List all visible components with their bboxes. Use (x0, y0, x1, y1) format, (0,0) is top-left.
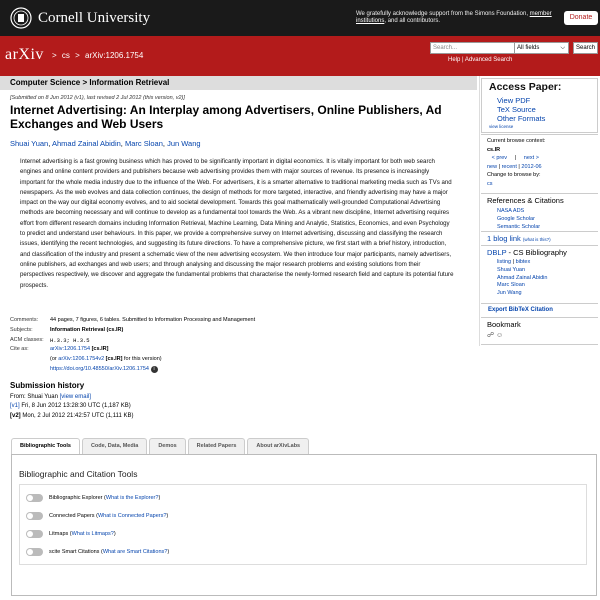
category-heading: Computer Science > Information Retrieval (0, 76, 477, 90)
connected-papers-toggle[interactable] (26, 512, 43, 520)
cite-or: (or (50, 356, 57, 363)
info-icon[interactable]: i (151, 366, 158, 373)
access-paper-title: Access Paper: (489, 81, 562, 93)
metadata-table (10, 316, 255, 375)
tool-label: scite Smart Citations (49, 549, 100, 555)
doi-link[interactable]: https://doi.org/10.48550/arXiv.1206.1754 (50, 365, 149, 372)
other-formats-link[interactable]: Other Formats (497, 114, 546, 124)
prev-link[interactable]: < prev (491, 155, 508, 162)
blog-help-link[interactable]: (what is this?) (522, 237, 551, 242)
tool-label: Litmaps (49, 531, 69, 537)
breadcrumb-separator: > (75, 51, 80, 60)
tab-about-arxivlabs[interactable]: About arXivLabs (247, 438, 309, 454)
version-v1-date: Fri, 8 Jun 2012 13:28:30 UTC (1,187 KB) (21, 403, 131, 410)
nav-separator: | (514, 155, 517, 162)
tool-label: Bibliographic Explorer (49, 495, 103, 501)
submission-dates: [Submitted on 8 Jun 2012 (v1), last revised 2 Jul 2012 (this version, v2)] (10, 95, 185, 101)
nav-separator: | (518, 163, 520, 170)
comments-label: Comments: (10, 317, 39, 323)
version-v2-date: Mon, 2 Jul 2012 21:42:57 UTC (1,111 KB) (22, 412, 134, 419)
tool-row-scite: scite Smart Citations ( What are Smart Citations? ) (26, 548, 169, 556)
author-link[interactable]: Jun Wang (167, 139, 201, 148)
help-separator: | (462, 57, 464, 63)
tool-row-explorer: Bibliographic Explorer ( What is the Explorer? ) (26, 494, 160, 502)
reddit-icon[interactable]: ☺ (496, 332, 504, 339)
browse-context-label: Current browse context: (487, 138, 546, 144)
cite-version-tail: for this version) (124, 356, 162, 363)
author-link[interactable]: Marc Sloan (124, 139, 163, 148)
dblp-listing-link[interactable]: listing (497, 259, 512, 265)
help-links (448, 57, 512, 63)
breadcrumb-separator: > (52, 51, 57, 60)
view-pdf-link[interactable]: View PDF (497, 96, 531, 105)
support-tail: , and all contributors. (384, 18, 441, 24)
dblp-title-tail: - CS Bibliography (506, 248, 567, 257)
dblp-author-link[interactable]: Shuai Yuan (497, 266, 526, 273)
semantic-scholar-link[interactable]: Semantic Scholar (497, 223, 541, 230)
browse-context (487, 137, 545, 189)
dblp-author-link[interactable]: Jun Wang (497, 290, 522, 297)
browse-category: cs.IR (487, 146, 501, 153)
search-button[interactable]: Search (573, 42, 598, 54)
submission-history-title: Submission history (10, 381, 85, 390)
cite-label: Cite as: (10, 346, 29, 353)
breadcrumb-paper-id: arXiv:1206.1754 (85, 51, 144, 60)
submitter: From: Shuai Yuan (10, 394, 58, 400)
toggle-knob (27, 549, 33, 555)
subjects-value: Information Retrieval (cs.IR) (50, 326, 124, 333)
next-link[interactable]: next > (523, 155, 539, 162)
recent-link[interactable]: recent (501, 163, 517, 170)
change-browse-label: Change to browse by: (487, 172, 541, 179)
tool-help-link[interactable]: What is the Explorer? (105, 495, 159, 501)
bookmark-icons (487, 331, 503, 339)
cite-version-link[interactable]: arXiv:1206.1754v2 (58, 356, 105, 363)
support-text: We gratefully acknowledge support from the Simons Foundation, (356, 11, 528, 17)
arxiv-logo[interactable]: arXiv (5, 46, 44, 63)
toggle-knob (27, 531, 33, 537)
browse-cs-link[interactable]: cs (487, 180, 493, 187)
breadcrumb-cs[interactable]: cs (61, 51, 70, 60)
acm-value: H.3.3; H.3.5 (50, 336, 90, 344)
chevron-down-icon: ⌵ (560, 45, 565, 51)
tab-related-papers[interactable]: Related Papers (188, 438, 246, 454)
tab-code-data-media[interactable]: Code, Data, Media (82, 438, 147, 454)
cornell-seal-icon[interactable] (10, 7, 32, 29)
dblp-title (487, 248, 567, 257)
author-link[interactable]: Ahmad Zainal Abidin (52, 139, 121, 148)
top-banner (0, 0, 600, 36)
dblp-author-link[interactable]: Marc Sloan (497, 282, 525, 289)
tex-source-link[interactable]: TeX Source (497, 105, 536, 115)
paper-title: Internet Advertising: An Interplay among Advertisers, Online Publishers, Ad Exchanges and Web Users (10, 103, 442, 131)
author-list: Shuai Yuan, Ahmad Zainal Abidin, Marc Sloan, Jun Wang (10, 139, 201, 148)
toggle-knob (27, 495, 33, 501)
submission-history (10, 393, 134, 421)
tool-row-litmaps: Litmaps ( What is Litmaps? ) (26, 530, 116, 538)
cite-version-category: [cs.IR] (105, 356, 123, 363)
support-notice (356, 11, 556, 25)
version-v1-link[interactable]: [v1] (10, 403, 20, 410)
help-link[interactable]: Help (448, 57, 461, 63)
arxiv-header (0, 36, 600, 76)
export-bibtex-link[interactable]: Export BibTeX Citation (488, 307, 553, 313)
nav-separator: | (498, 163, 501, 170)
month-link[interactable]: 2012-06 (521, 163, 542, 170)
subjects-label: Subjects: (10, 326, 33, 333)
dblp-link[interactable]: DBLP (487, 248, 507, 257)
tool-help-link[interactable]: What is Connected Papers? (97, 513, 167, 519)
tools-tabs (11, 438, 311, 454)
references-title: References & Citations (487, 196, 564, 205)
references-links (497, 208, 540, 231)
tool-help-link[interactable]: What are Smart Citations? (102, 549, 168, 555)
donate-button[interactable]: Donate (564, 11, 598, 25)
bibsonomy-icon[interactable]: ☍ (487, 332, 495, 339)
litmaps-toggle[interactable] (26, 530, 43, 538)
tab-demos[interactable]: Demos (149, 438, 185, 454)
tool-row-connected-papers: Connected Papers ( What is Connected Papers? ) (26, 512, 168, 520)
cornell-university-link[interactable]: Cornell University (38, 10, 151, 26)
search-input[interactable]: Search... (430, 42, 515, 54)
dblp-links: listing | bibtex Shuai Yuan Ahmad Zainal Abidin Marc Sloan Jun Wang (497, 259, 548, 297)
new-link[interactable]: new (487, 163, 498, 170)
tools-title: Bibliographic and Citation Tools (19, 469, 138, 479)
blog-link[interactable]: 1 blog link (487, 234, 521, 243)
acm-label: ACM classes: (10, 336, 44, 343)
advanced-search-link[interactable]: Advanced Search (464, 57, 513, 63)
nasa-ads-link[interactable]: NASA ADS (497, 208, 525, 214)
tool-label: Connected Papers (49, 513, 95, 519)
member-institutions-link[interactable]: member institutions (356, 11, 552, 24)
blog-links (487, 234, 551, 243)
bibliographic-explorer-toggle[interactable] (26, 494, 43, 502)
google-scholar-link[interactable]: Google Scholar (497, 215, 535, 222)
bookmark-title: Bookmark (487, 320, 521, 329)
dblp-author-link[interactable]: Ahmad Zainal Abidin (497, 274, 548, 281)
author-link[interactable]: Shuai Yuan (10, 139, 49, 148)
version-v2-tag: [v2] (10, 412, 21, 419)
search-field-value: All fields (517, 45, 540, 51)
tab-bibliographic-tools[interactable]: Bibliographic Tools (11, 438, 80, 455)
breadcrumb (52, 51, 146, 60)
view-license-link[interactable]: view license (489, 124, 514, 129)
cite-id-link[interactable]: arXiv:1206.1754 (50, 346, 91, 353)
comments-value: 44 pages, 7 figures, 6 tables. Submitted to Information Processing and Management (50, 317, 256, 323)
cite-category: [cs.IR] (91, 346, 109, 353)
search-field-select[interactable] (514, 42, 569, 54)
view-email-link[interactable]: [view email] (59, 394, 91, 400)
dblp-bibtex-link[interactable]: bibtex (515, 259, 531, 265)
scite-toggle[interactable] (26, 548, 43, 556)
access-links (497, 96, 545, 124)
toggle-knob (27, 513, 33, 519)
tool-help-link[interactable]: What is Litmaps? (71, 531, 114, 537)
abstract: Internet advertising is a fast growing business which has proved to be significantly important in digital economics. It is vitally important for both web search engines and online content providers and publishers because web advertising provides them with major sources of revenue. Its presence is increasingly important for the whole media industry due to the influence of the Web. For advertisers, it is a smarter alternative to traditional marketing media such as TVs and newspapers. As the web evolves and data collection continues, the design of methods for more targeted, interactive, and friendly advertising may have a major impact on the way our digital economy evolves, and to aid societal development. Towards this goal mathematically well-grounded Computational Advertising methods are becoming necessary and will continue to develop as a fundamental tool towards the Web. As a vibrant new discipline, Internet advertising requires effort from different research domains including Information Retrieval, Machine Learning, Data Mining and Analytic, Statistics, Economics, and even Psychology to predict and understand user behaviours. In this paper, we provide a comprehensive survey on Internet advertising, discussing and classifying the research issues, identifying the recent technologies, and suggesting its future directions. To have a comprehensive picture, we first start with a brief history, introduction, and classification of the industry and present a schematic view of the new advertising ecosystem. We then introduce four major participants, namely advertisers, online publishers, ad exchanges and web users; and through analysing and discussing the major research problems and existing solutions from their perspectives respectively, we discover and aggregate the fundamental problems that characterise the newly-formed research field and capture its potential future prospects. (20, 158, 454, 289)
